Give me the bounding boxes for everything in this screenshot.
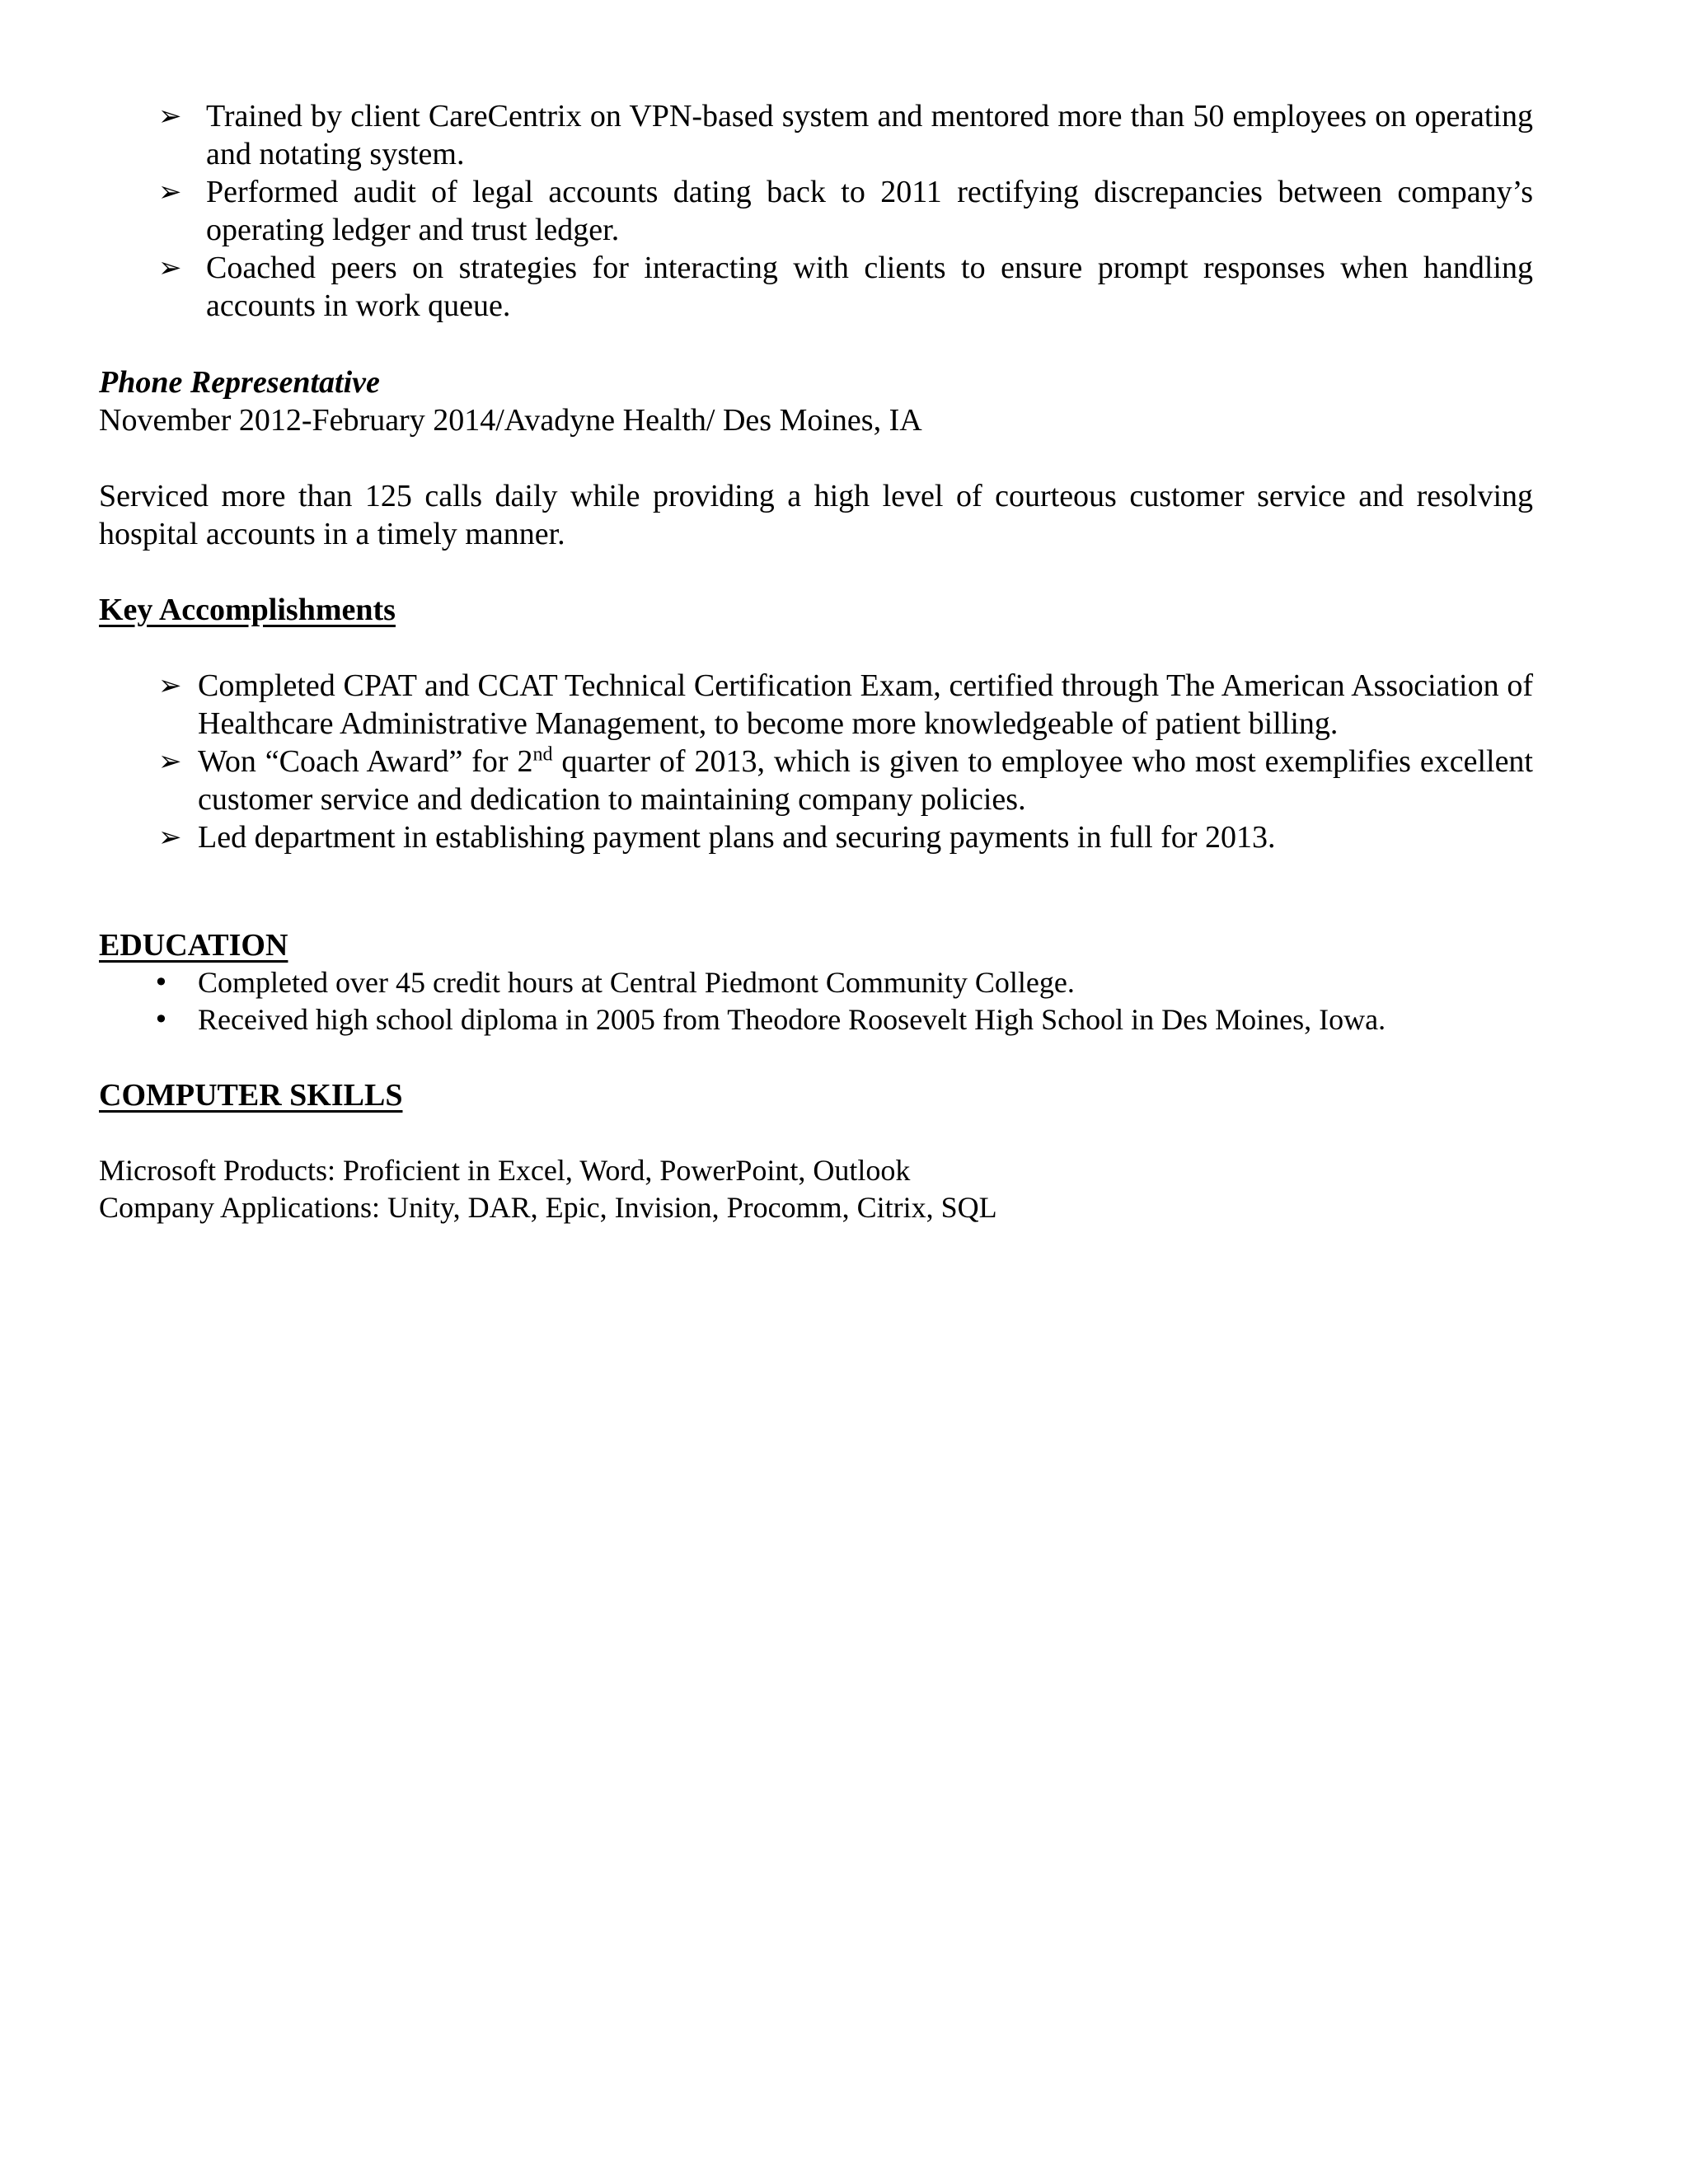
key-accomplishments-section: [99, 591, 1533, 629]
list-item: [99, 667, 1533, 743]
list-item: [99, 743, 1533, 818]
list-item: [99, 818, 1533, 856]
bullet-text-part: Won “Coach Award” for 2: [198, 744, 533, 779]
arrow-bullet-icon: ➢: [158, 176, 182, 209]
arrow-bullet-icon: ➢: [158, 251, 182, 284]
bullet-text: Led department in establishing payment plans and securing payments in full for 2013.: [198, 820, 1276, 855]
computer-skills-lines: [99, 1152, 1533, 1226]
job-title: Phone Representative: [99, 365, 380, 400]
bullet-text: Trained by client CareCentrix on VPN-based system and mentored more than 50 employees on operating and notating system.: [206, 99, 1533, 171]
list-item: [99, 964, 1533, 1001]
job-entry: [99, 363, 1533, 439]
bullet-text: Received high school diploma in 2005 from Theodore Roosevelt High School in Des Moines, Iowa.: [198, 1003, 1386, 1036]
section-heading: Key Accomplishments: [99, 593, 396, 627]
key-accomplishments-list: [99, 667, 1533, 856]
bullet-text: [198, 744, 1533, 817]
section-heading: COMPUTER SKILLS: [99, 1078, 403, 1113]
job-description: Serviced more than 125 calls daily while providing a high level of courteous customer service and resolving hospital accounts in a timely manner.: [99, 479, 1533, 551]
list-item: [99, 249, 1533, 325]
list-item: [99, 1001, 1533, 1038]
arrow-bullet-icon: ➢: [158, 745, 182, 778]
bullet-text: Completed over 45 credit hours at Central Piedmont Community College.: [198, 966, 1075, 999]
previous-job-bullets: [99, 97, 1533, 325]
list-item: [99, 173, 1533, 249]
bullet-text-part: quarter of 2013, which is given to employee who most exemplifies excellent customer service and dedication to maintaining company policies.: [198, 744, 1533, 817]
skills-line: Company Applications: Unity, DAR, Epic, Invision, Procomm, Citrix, SQL: [99, 1191, 997, 1224]
arrow-bullet-icon: ➢: [158, 821, 182, 854]
computer-skills-section: [99, 1076, 1533, 1114]
section-heading: EDUCATION: [99, 928, 288, 963]
bullet-text: Performed audit of legal accounts dating back to 2011 rectifying discrepancies between company’s operating ledger and trust ledger.: [206, 175, 1533, 247]
arrow-bullet-icon: ➢: [158, 669, 182, 702]
bullet-text: Completed CPAT and CCAT Technical Certification Exam, certified through The American Association of Healthcare Administrative Management, to become more knowledgeable of patient billing.: [198, 668, 1533, 741]
round-bullet-icon: •: [153, 967, 169, 998]
round-bullet-icon: •: [153, 1004, 169, 1035]
ordinal-suffix: nd: [532, 743, 553, 766]
list-item: [99, 97, 1533, 173]
bullet-text: Coached peers on strategies for interacting with clients to ensure prompt responses when handling accounts in work queue.: [206, 251, 1533, 323]
skills-line: Microsoft Products: Proficient in Excel, Word, PowerPoint, Outlook: [99, 1154, 911, 1187]
education-section: [99, 926, 1533, 1038]
job-meta: November 2012-February 2014/Avadyne Health/ Des Moines, IA: [99, 403, 922, 438]
arrow-bullet-icon: ➢: [158, 100, 182, 133]
